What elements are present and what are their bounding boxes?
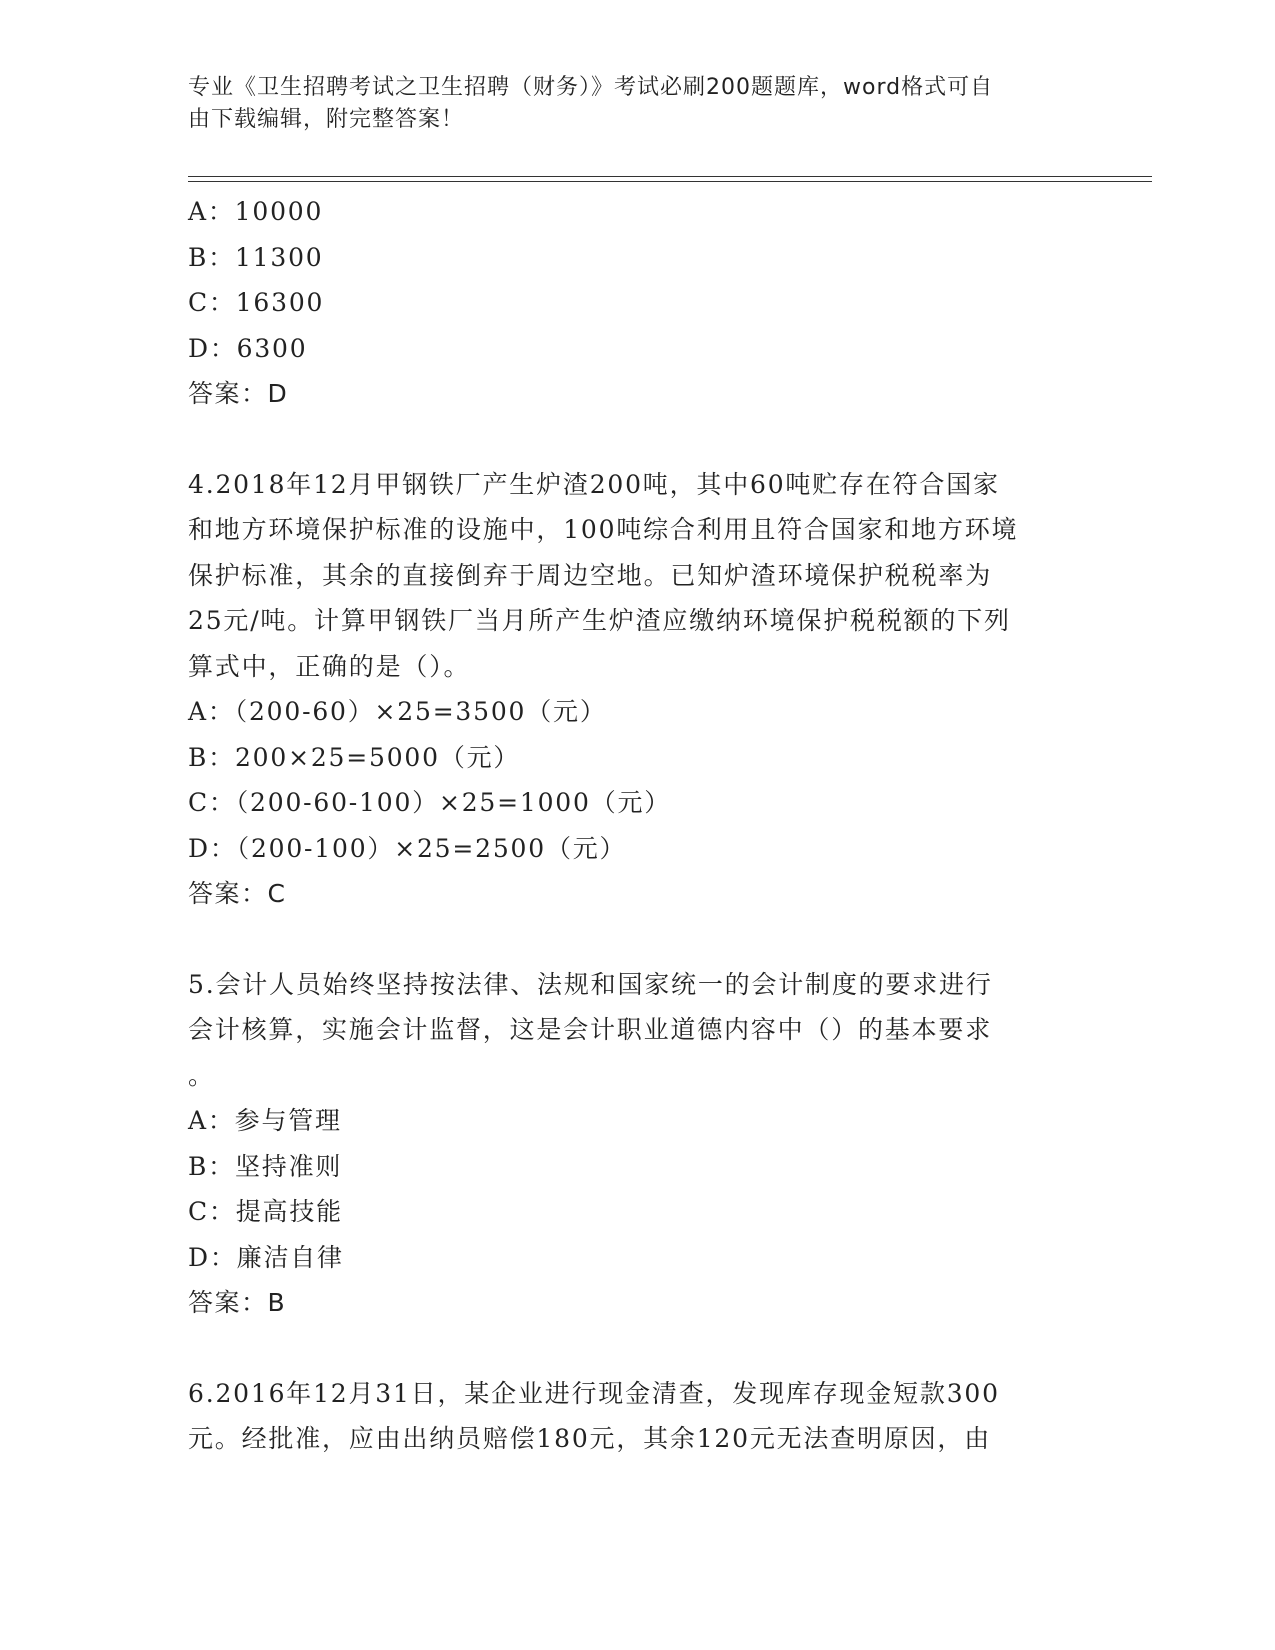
question-5-option-a: A：参与管理 [188, 1106, 342, 1135]
question-4-stem-line: 算式中，正确的是（）。 [188, 651, 471, 681]
question-3-option-a: A：10000 [188, 197, 324, 226]
question-3 [188, 189, 1088, 417]
header-rule-top [188, 176, 1152, 177]
question-3-option-c: C：16300 [188, 288, 325, 317]
spacer [188, 917, 1088, 962]
question-6-stem-line: 6.2016年12月31日，某企业进行现金清查，发现库存现金短款300 [188, 1378, 1000, 1408]
spacer [188, 417, 1088, 462]
question-5-stem-line: 会计核算，实施会计监督，这是会计职业道德内容中（）的基本要求 [188, 1015, 993, 1044]
question-5-option-d: D：廉洁自律 [188, 1242, 344, 1272]
header-line-1: 专业《卫生招聘考试之卫生招聘（财务）》考试必刷200题题库，word格式可自 [188, 75, 994, 100]
question-6-stem-line: 元。经批准，应由出纳员赔偿180元，其余120元无法查明原因，由 [188, 1424, 992, 1453]
question-4-stem-line: 和地方环境保护标准的设施中，100吨综合利用且符合国家和地方环境 [188, 515, 1019, 544]
question-6 [188, 1371, 1088, 1462]
question-4-stem-line: 25元/吨。计算甲钢铁厂当月所产生炉渣应缴纳环境保护税税额的下列 [188, 606, 1011, 635]
document-body [188, 189, 1088, 1462]
question-4 [188, 462, 1088, 917]
question-4-option-d: D：（200-100）×25=2500（元） [188, 833, 627, 863]
question-5 [188, 962, 1088, 1326]
question-5-answer: 答案：B [188, 1288, 287, 1317]
question-5-stem-line: 。 [188, 1060, 215, 1090]
question-3-option-b: B：11300 [188, 242, 324, 272]
question-3-answer: 答案：D [188, 379, 289, 408]
question-4-option-b: B：200×25=5000（元） [188, 742, 521, 772]
question-5-stem-line: 5.会计人员始终坚持按法律、法规和国家统一的会计制度的要求进行 [188, 969, 993, 999]
question-4-option-c: C：（200-60-100）×25=1000（元） [188, 788, 672, 817]
spacer [188, 1326, 1088, 1371]
question-4-option-a: A：（200-60）×25=3500（元） [188, 697, 607, 726]
question-5-option-b: B：坚持准则 [188, 1151, 343, 1181]
page-header [188, 72, 1068, 136]
header-rule-bottom [188, 181, 1152, 182]
question-4-stem-line: 4.2018年12月甲钢铁厂产生炉渣200吨，其中60吨贮存在符合国家 [188, 469, 1000, 499]
question-4-answer: 答案：C [188, 879, 287, 908]
question-4-stem-line: 保护标准，其余的直接倒弃于周边空地。已知炉渣环境保护税税率为 [188, 560, 993, 590]
question-5-option-c: C：提高技能 [188, 1197, 343, 1226]
header-line-2: 由下载编辑，附完整答案！ [188, 107, 465, 132]
question-3-option-d: D：6300 [188, 333, 308, 363]
